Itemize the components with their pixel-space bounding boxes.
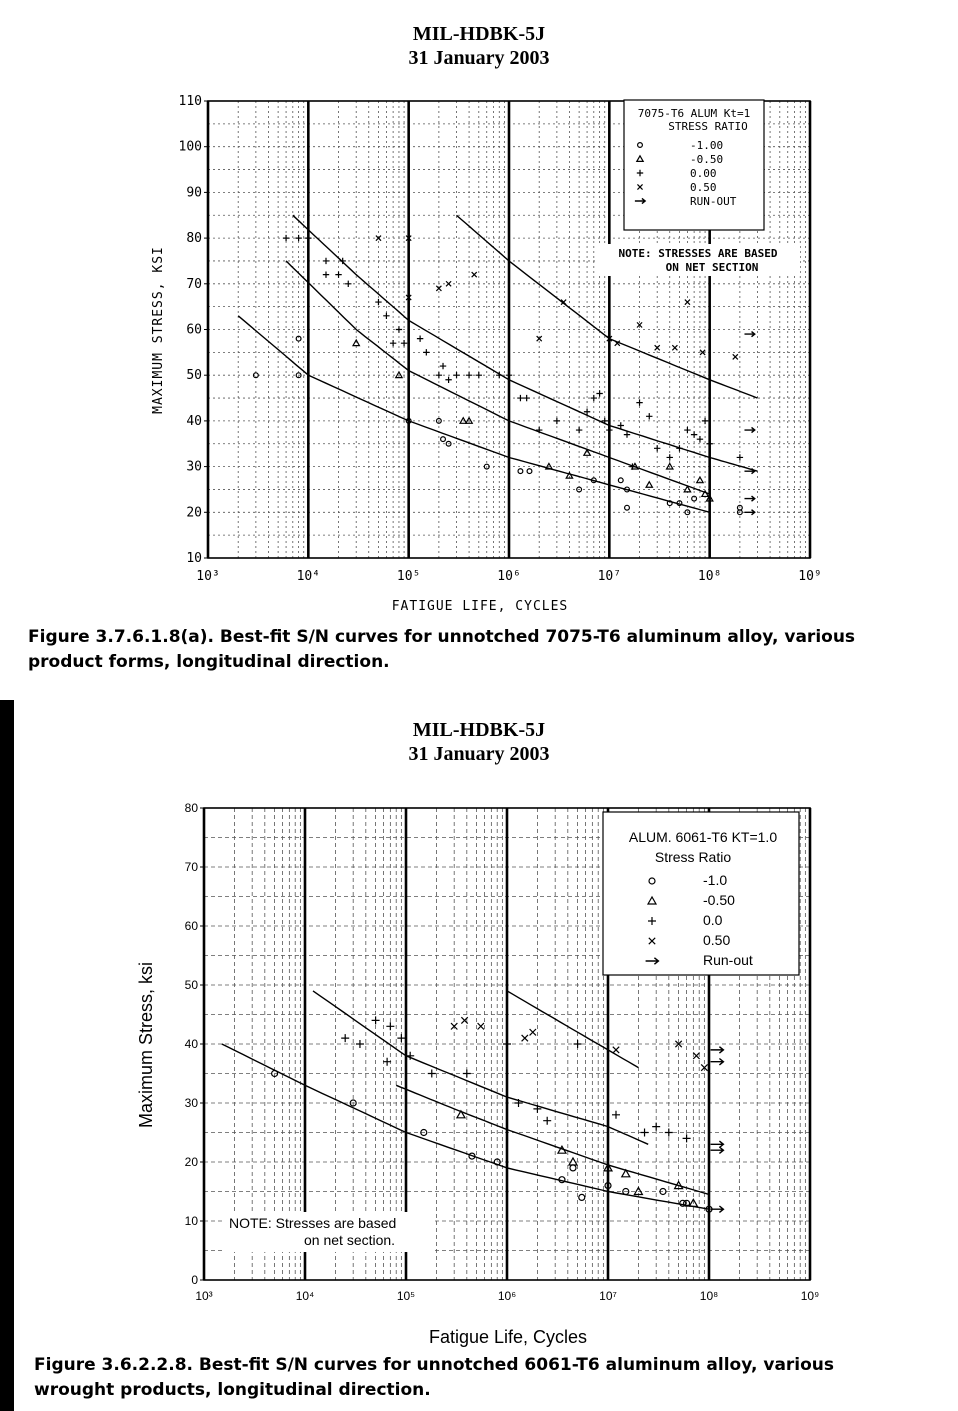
data-point <box>683 1134 691 1142</box>
data-point <box>453 372 459 378</box>
y-tick-label: 110 <box>178 94 202 109</box>
x-axis-label: Fatigue Life, Cycles <box>428 1327 588 1347</box>
data-point <box>652 1123 660 1131</box>
data-point <box>596 390 602 396</box>
data-point <box>665 1129 673 1137</box>
figure-caption-line-1: Figure 3.6.2.2.8. Best-fit S/N curves for unnotched 6061-T6 aluminum alloy, various <box>34 1355 835 1375</box>
legend-label: 0.50 <box>690 181 717 194</box>
data-point <box>386 1022 394 1030</box>
data-point <box>576 427 582 433</box>
legend-subtitle: Stress Ratio <box>654 849 732 865</box>
data-point <box>613 1047 619 1053</box>
data-point <box>478 1023 484 1029</box>
data-point <box>295 235 301 241</box>
data-point <box>323 271 329 277</box>
data-point <box>618 478 623 483</box>
y-axis-label: MAXIMUM STRESS, KSI <box>151 246 166 414</box>
y-tick-label: 60 <box>184 919 198 933</box>
y-tick-label: 50 <box>184 978 198 992</box>
y-tick-label: 10 <box>184 1214 198 1228</box>
y-tick-label: 40 <box>184 1037 198 1051</box>
x-tick-label: 10⁹ <box>798 569 822 584</box>
data-point <box>375 299 381 305</box>
data-point <box>428 1070 436 1078</box>
data-point <box>672 345 677 350</box>
data-point <box>744 496 754 501</box>
data-point <box>517 395 523 401</box>
y-tick-label: 30 <box>186 459 202 475</box>
data-point <box>463 1070 471 1078</box>
data-point <box>554 418 560 424</box>
data-point <box>441 437 446 442</box>
data-point <box>383 1058 391 1066</box>
data-point <box>693 1053 699 1059</box>
data-point <box>744 510 754 515</box>
figure-caption-line-2: wrought products, longitudinal direction. <box>34 1380 431 1400</box>
x-tick-label: 10⁴ <box>296 569 321 584</box>
data-point <box>737 454 743 460</box>
data-point <box>472 272 477 277</box>
data-point <box>401 340 407 346</box>
data-point <box>570 1165 576 1171</box>
y-tick-label: 100 <box>178 139 202 155</box>
data-point <box>522 1035 528 1041</box>
data-point <box>341 1034 349 1042</box>
data-point <box>569 1158 577 1165</box>
sn-chart-6061 <box>0 700 958 1360</box>
data-point <box>446 281 451 286</box>
y-tick-label: 60 <box>186 322 202 338</box>
data-point <box>476 372 482 378</box>
y-tick-label: 80 <box>186 231 202 247</box>
data-point <box>684 427 690 433</box>
data-point <box>523 395 529 401</box>
x-tick-label: 10⁸ <box>699 1289 719 1303</box>
note-line-2: ON NET SECTION <box>665 261 759 274</box>
legend-label: 0.0 <box>703 912 723 928</box>
data-point <box>527 469 532 474</box>
document-id: MIL-HDBK-5J <box>412 23 546 45</box>
legend-label: -0.50 <box>703 892 735 908</box>
fit-curve <box>286 261 710 494</box>
legend-label: RUN-OUT <box>690 195 737 208</box>
figure-caption-line-2: product forms, longitudinal direction. <box>28 652 390 672</box>
data-point <box>591 395 597 401</box>
x-tick-label: 10⁷ <box>597 569 622 584</box>
data-point <box>283 235 289 241</box>
x-tick-label: 10³ <box>195 1289 213 1303</box>
data-point <box>654 445 660 451</box>
data-point <box>397 1034 405 1042</box>
y-tick-label: 0 <box>191 1273 198 1287</box>
data-point <box>543 1117 551 1125</box>
data-point <box>574 1040 582 1048</box>
data-point <box>305 235 311 241</box>
data-point <box>506 372 512 378</box>
data-point <box>335 271 341 277</box>
y-tick-label: 30 <box>184 1096 198 1110</box>
data-point <box>706 441 712 447</box>
y-tick-label: 70 <box>186 276 202 292</box>
figure-6061-panel <box>0 700 958 1411</box>
chart-note <box>222 1212 432 1252</box>
chart-legend <box>603 812 799 975</box>
data-point <box>345 281 351 287</box>
data-point <box>356 1040 364 1048</box>
data-point <box>711 1059 724 1065</box>
data-point <box>702 418 708 424</box>
chart-note <box>598 244 800 276</box>
y-tick-label: 50 <box>186 368 202 384</box>
data-point <box>503 1040 511 1048</box>
legend-label: -1.0 <box>703 872 728 888</box>
data-point <box>655 345 660 350</box>
figure-7075-panel <box>0 0 958 700</box>
data-point <box>457 1111 465 1118</box>
data-point <box>530 1029 536 1035</box>
fit-curve <box>457 215 758 398</box>
figure-caption-line-1: Figure 3.7.6.1.8(a). Best-fit S/N curves for unnotched 7075-T6 aluminum alloy, various <box>28 627 856 647</box>
x-axis-label: FATIGUE LIFE, CYCLES <box>391 599 569 614</box>
document-date: 31 January 2003 <box>408 47 550 69</box>
data-point <box>676 445 682 451</box>
legend-label: -0.50 <box>690 153 724 166</box>
data-point <box>711 1206 724 1212</box>
legend-label: 0.00 <box>690 167 717 180</box>
legend-label: -1.00 <box>690 139 724 152</box>
y-tick-label: 40 <box>186 413 202 429</box>
data-point <box>744 427 754 432</box>
data-point <box>711 1141 724 1147</box>
sn-chart-7075 <box>0 0 958 630</box>
note-line-1: NOTE: STRESSES ARE BASED <box>618 247 778 260</box>
data-point <box>323 258 329 264</box>
data-point <box>440 363 446 369</box>
y-tick-label: 10 <box>186 551 202 566</box>
x-tick-label: 10⁷ <box>599 1289 617 1303</box>
x-tick-label: 10⁶ <box>497 569 521 584</box>
data-point <box>641 1129 649 1137</box>
data-point <box>423 349 429 355</box>
y-tick-label: 90 <box>186 185 202 201</box>
data-point <box>711 1147 724 1153</box>
data-point <box>606 427 612 433</box>
x-tick-label: 10⁶ <box>497 1289 517 1303</box>
note-line-2: on net section. <box>304 1232 396 1248</box>
data-point <box>390 340 396 346</box>
x-tick-label: 10⁸ <box>697 569 722 584</box>
legend-label: 0.50 <box>703 932 731 948</box>
fit-curve <box>507 991 638 1068</box>
fit-curves <box>222 991 709 1209</box>
data-point <box>697 436 703 442</box>
data-point <box>612 1111 620 1119</box>
data-point <box>667 454 673 460</box>
x-tick-label: 10⁴ <box>295 1289 315 1303</box>
data-point <box>396 326 402 332</box>
x-tick-label: 10⁵ <box>396 569 421 584</box>
data-point <box>383 313 389 319</box>
data-point <box>646 482 652 488</box>
data-point <box>436 372 442 378</box>
data-point <box>445 377 451 383</box>
data-point <box>518 469 523 474</box>
y-tick-label: 70 <box>184 860 198 874</box>
legend-title: 7075-T6 ALUM Kt=1 <box>637 107 751 120</box>
document-date: 31 January 2003 <box>408 743 550 765</box>
x-tick-label: 10³ <box>196 569 220 584</box>
data-point <box>579 1194 585 1200</box>
legend-title: ALUM. 6061-T6 KT=1.0 <box>628 829 778 845</box>
data-point <box>685 300 690 305</box>
y-axis-label: Maximum Stress, ksi <box>136 961 156 1129</box>
x-tick-label: 10⁹ <box>800 1289 820 1303</box>
y-tick-label: 20 <box>186 505 202 521</box>
data-point <box>733 354 738 359</box>
data-point <box>636 399 642 405</box>
data-point <box>646 413 652 419</box>
data-point <box>744 332 754 337</box>
document-id: MIL-HDBK-5J <box>412 719 546 741</box>
data-point <box>372 1016 380 1024</box>
x-tick-label: 10⁵ <box>396 1289 416 1303</box>
data-point <box>466 372 472 378</box>
y-tick-label: 20 <box>184 1155 198 1169</box>
chart-legend <box>624 100 764 230</box>
y-tick-label: 80 <box>184 801 198 815</box>
legend-subtitle: STRESS RATIO <box>668 120 748 133</box>
note-line-1: NOTE: Stresses are based <box>229 1215 397 1231</box>
legend-label: Run-out <box>703 952 753 968</box>
data-point <box>625 505 630 510</box>
data-point <box>711 1047 724 1053</box>
data-point <box>691 431 697 437</box>
data-point <box>417 335 423 341</box>
